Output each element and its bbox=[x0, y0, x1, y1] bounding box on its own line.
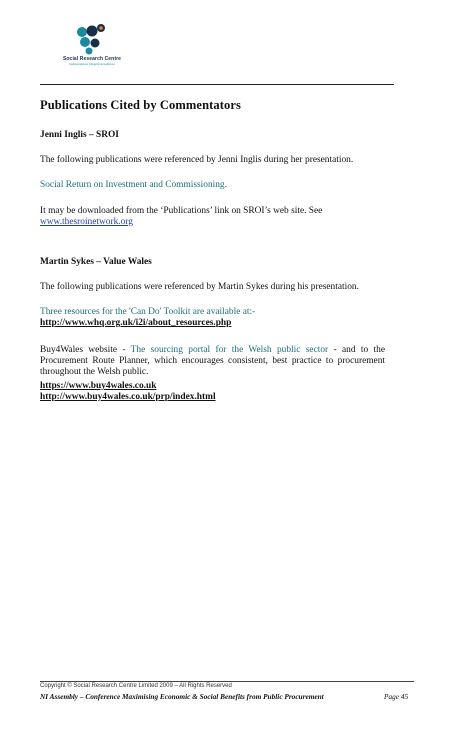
download-text: It may be downloaded from the ‘Publications’ link on SROI’s web site. See bbox=[40, 206, 323, 216]
speaker-heading-sykes: Martin Sykes – Value Wales bbox=[40, 257, 152, 267]
link-sroi-network[interactable]: www.thesroinetwork.org bbox=[40, 217, 133, 227]
page-number: Page 45 bbox=[384, 692, 409, 701]
link-buy4wales-prp[interactable]: http://www.buy4wales.co.uk/prp/index.html bbox=[40, 392, 216, 402]
logo-tagline: Independence Integrity Excellence bbox=[69, 62, 115, 66]
buy4wales-suffix: - and to the Procurement Route Planner, which encourages consistent, best practice to procurement throughout the Welsh public. bbox=[40, 345, 386, 377]
resource-inglis: Social Return on Investment and Commissioning. bbox=[40, 180, 227, 190]
link-paragraph-whq bbox=[40, 318, 385, 329]
download-note-inglis bbox=[40, 206, 385, 228]
buy4wales-links bbox=[40, 381, 385, 403]
link-whq-resources[interactable]: http://www.whq.org.uk/i2i/about_resources.php bbox=[40, 318, 232, 328]
company-logo bbox=[52, 22, 132, 68]
buy4wales-paragraph bbox=[40, 345, 385, 378]
logo-name: Social Research Centre bbox=[62, 56, 122, 62]
buy4wales-prefix: Buy4Wales website - bbox=[40, 345, 131, 355]
intro-inglis: The following publications were referenced by Jenni Inglis during her presentation. bbox=[40, 155, 354, 165]
footer-copyright: Copyright © Social Research Centre Limited 2009 – All Rights Reserved bbox=[40, 683, 232, 689]
footer-title: NI Assembly – Conference Maximising Economic & Social Benefits from Public Procurement bbox=[40, 692, 324, 701]
page-title: Publications Cited by Commentators bbox=[40, 98, 241, 112]
link-buy4wales[interactable]: https://www.buy4wales.co.uk bbox=[40, 381, 157, 391]
footer-rule bbox=[40, 681, 414, 682]
speaker-heading-inglis: Jenni Inglis – SROI bbox=[40, 130, 119, 140]
buy4wales-highlight: The sourcing portal for the Welsh public sector bbox=[130, 345, 329, 355]
social-research-centre-logo-icon bbox=[70, 22, 114, 56]
intro-sykes: The following publications were referenced by Martin Sykes during his presentation. bbox=[40, 282, 359, 292]
resource-sykes: Three resources for the 'Can Do' Toolkit are available at:- bbox=[40, 307, 256, 317]
header-rule bbox=[40, 84, 394, 85]
